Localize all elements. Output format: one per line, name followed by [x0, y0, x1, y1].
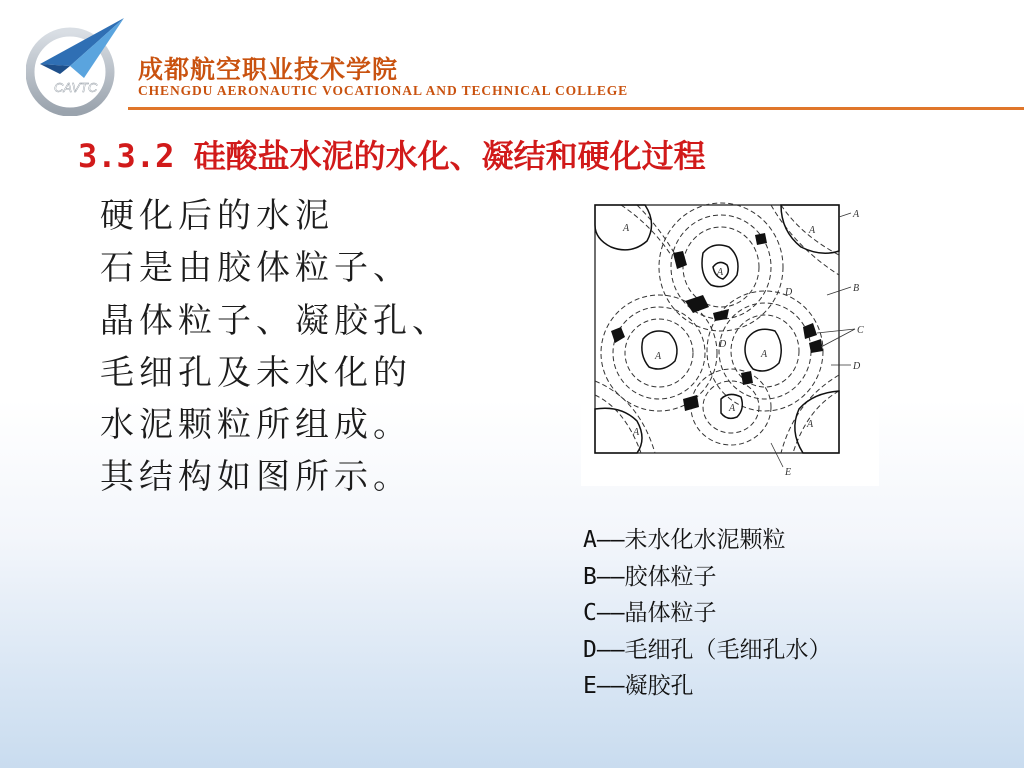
logo-text: CAVTC — [54, 80, 98, 95]
label-d-key: D — [853, 361, 861, 372]
legend-item-b: B——胶体粒子 — [583, 563, 717, 590]
label-a2: A — [809, 225, 816, 236]
label-e-key: E — [785, 467, 792, 478]
cavtc-logo-icon — [26, 12, 130, 116]
body-text: 硬化后的水泥 石是由胶体粒子、 晶体粒子、凝胶孔、 毛细孔及未水化的 水泥颗粒所组成。 其结构如图所示。 — [100, 196, 451, 498]
label-a1: A — [623, 223, 630, 234]
label-a4: A — [655, 351, 662, 362]
legend-item-c: C——晶体粒子 — [583, 600, 717, 626]
legend-item-d: D——毛细孔（毛细孔水） — [583, 636, 832, 663]
label-d1: D — [785, 287, 793, 298]
header-divider — [128, 107, 1024, 110]
slide-title: 3.3.2 硅酸盐水泥的水化、凝结和硬化过程 — [78, 137, 706, 175]
label-d2: D — [719, 339, 727, 350]
label-b-key: B — [853, 283, 860, 294]
label-a6: A — [729, 403, 736, 414]
legend-item-a: A——未水化水泥颗粒 — [583, 527, 786, 553]
label-c-key: C — [857, 325, 864, 336]
unhydrated-grains — [595, 205, 839, 453]
cement-structure-diagram — [581, 195, 879, 486]
college-name-cn: 成都航空职业技术学院 — [138, 55, 399, 84]
college-name-en: CHENGDU AERONAUTIC VOCATIONAL AND TECHNICAL COLLEGE — [138, 83, 629, 98]
label-a8: A — [807, 419, 814, 430]
header — [0, 0, 1024, 115]
label-a5: A — [761, 349, 768, 360]
structure-svg — [581, 195, 879, 486]
legend-item-e: E——凝胶孔 — [583, 673, 694, 699]
figure-legend — [583, 522, 832, 705]
label-a7: A — [633, 427, 640, 438]
label-a3: A — [717, 267, 724, 278]
label-a-key: A — [853, 209, 860, 220]
